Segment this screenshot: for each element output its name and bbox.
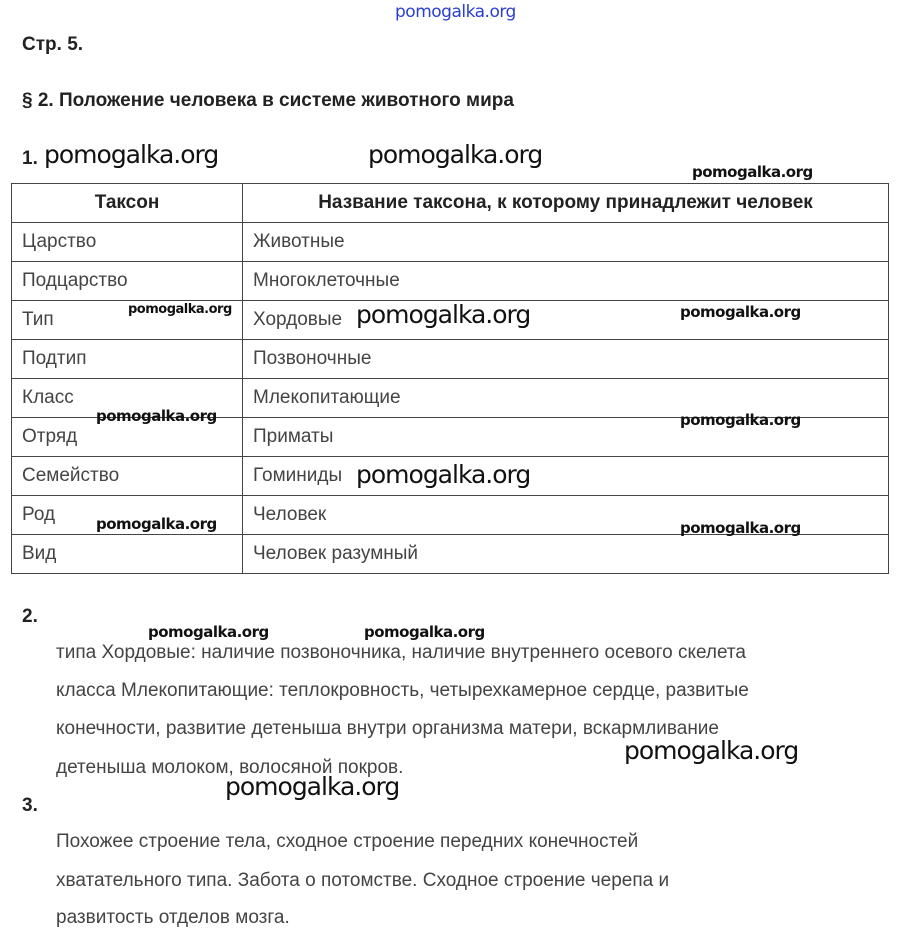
task-2-number: 2. <box>22 606 38 627</box>
task-2-line: типа Хордовые: наличие позвоночника, наличие внутреннего осевого скелета <box>56 642 746 663</box>
task-2-line: класса Млекопитающие: теплокровность, четырехкамерное сердце, развитые <box>56 680 749 701</box>
taxon-name-cell: Хордовые <box>243 301 889 340</box>
taxon-name-cell: Человек разумный <box>243 535 889 574</box>
taxon-name-cell: Человек <box>243 496 889 535</box>
watermark: pomogalka.org <box>44 140 219 169</box>
watermark: pomogalka.org <box>128 302 232 317</box>
column-header-taxon: Таксон <box>12 184 243 223</box>
watermark: pomogalka.org <box>364 623 485 641</box>
task-3-line: Похожее строение тела, сходное строение передних конечностей <box>56 831 639 852</box>
task-3-line: развитость отделов мозга. <box>56 907 290 928</box>
watermark: pomogalka.org <box>356 460 531 489</box>
table-row <box>12 262 889 301</box>
watermark: pomogalka.org <box>368 140 543 169</box>
taxon-cell: Подтип <box>12 340 243 379</box>
taxon-cell: Семейство <box>12 457 243 496</box>
taxon-name-cell: Приматы <box>243 418 889 457</box>
taxon-cell: Род <box>12 496 243 535</box>
section-title: § 2. Положение человека в системе животного мира <box>22 90 514 111</box>
watermark: pomogalka.org <box>692 163 813 181</box>
taxon-cell: Класс <box>12 379 243 418</box>
watermark: pomogalka.org <box>680 303 801 321</box>
page-label: Стр. 5. <box>22 34 84 55</box>
watermark: pomogalka.org <box>225 772 400 801</box>
task-3-line: хватательного типа. Забота о потомстве. Сходное строение черепа и <box>56 870 670 891</box>
table-row <box>12 340 889 379</box>
watermark: pomogalka.org <box>96 515 217 533</box>
header-watermark: pomogalka.org <box>395 2 516 22</box>
taxon-name-cell: Животные <box>243 223 889 262</box>
watermark: pomogalka.org <box>680 411 801 429</box>
task-2-line: детеныша молоком, волосяной покров. <box>56 757 404 778</box>
task-3-number: 3. <box>22 795 38 816</box>
taxon-cell: Отряд <box>12 418 243 457</box>
watermark: pomogalka.org <box>96 407 217 425</box>
taxon-cell: Царство <box>12 223 243 262</box>
column-header-name: Название таксона, к которому принадлежит человек <box>243 184 889 223</box>
taxon-name-cell: Гоминиды <box>243 457 889 496</box>
taxon-name-cell: Многоклеточные <box>243 262 889 301</box>
taxon-cell: Подцарство <box>12 262 243 301</box>
watermark: pomogalka.org <box>148 623 269 641</box>
task-2-line: конечности, развитие детеныша внутри организма матери, вскармливание <box>56 718 719 739</box>
taxon-cell: Тип <box>12 301 243 340</box>
watermark: pomogalka.org <box>356 300 531 329</box>
task-1-number: 1. <box>22 148 38 169</box>
table-header-row <box>12 184 889 223</box>
taxon-name-cell: Позвоночные <box>243 340 889 379</box>
watermark: pomogalka.org <box>624 736 799 765</box>
table-row <box>12 535 889 574</box>
table-row <box>12 223 889 262</box>
taxon-cell: Вид <box>12 535 243 574</box>
watermark: pomogalka.org <box>680 519 801 537</box>
taxon-name-cell: Млекопитающие <box>243 379 889 418</box>
